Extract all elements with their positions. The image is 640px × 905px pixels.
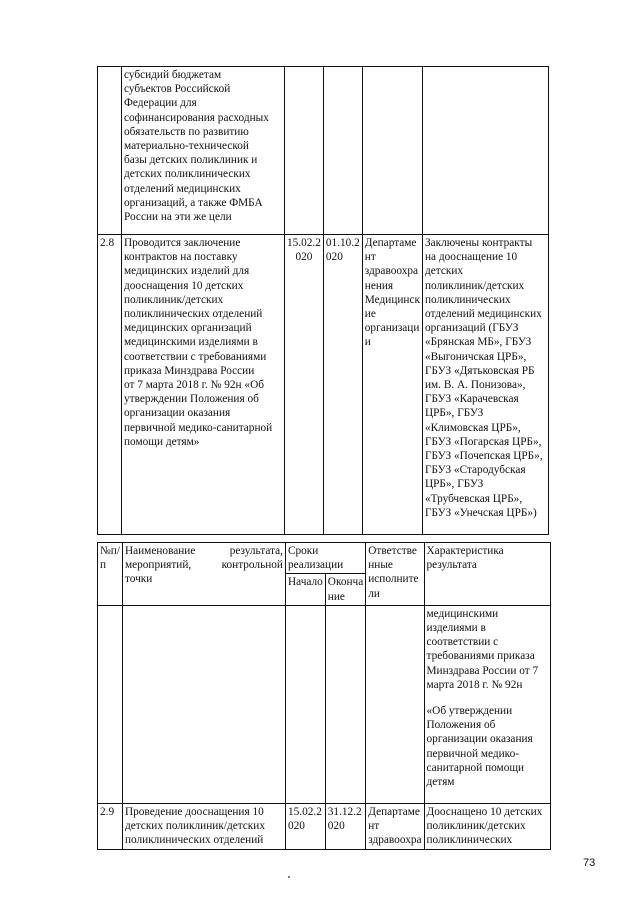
table-block-bottom — [97, 542, 551, 850]
header-responsible: Ответстве нные исполните ли — [366, 543, 424, 606]
header-result: Характеристика результата — [424, 543, 550, 606]
table-row — [98, 67, 549, 235]
scan-speck — [288, 876, 290, 878]
table-row — [98, 605, 551, 803]
row-number: 2.9 — [98, 803, 123, 849]
result: Дооснащено 10 детских поликлиник/детских поликлинических — [424, 803, 550, 849]
responsible: Департаме нт здравоохра — [366, 803, 424, 849]
end-date — [325, 605, 365, 803]
start-date — [285, 67, 324, 235]
table-header-row — [98, 543, 551, 574]
result — [422, 67, 548, 235]
table-row — [98, 235, 549, 535]
responsible — [366, 605, 424, 803]
start-date: 15.02.2 020 — [285, 803, 325, 849]
row-number — [98, 67, 122, 235]
end-date — [323, 67, 362, 235]
header-terms: Сроки реализации — [285, 543, 365, 574]
activity-name — [122, 605, 285, 803]
header-end: Оконча ние — [325, 574, 365, 605]
start-date — [285, 605, 325, 803]
responsible — [362, 67, 422, 235]
activities-table-bottom — [97, 542, 551, 850]
activities-table-top — [97, 66, 549, 535]
header-num: №п/п — [98, 543, 123, 606]
activity-name: Проводится заключение контрактов на поставку медицинских изделий для дооснащения 10 детских поликлиник/детских поликлинических отделений медицинских организаций медицинскими изделиями в соответствии с требованиями приказа Минздрава России от 7 марта 2018 г. № 92н «Об утверждении Положения об организации оказания первичной медико-санитарной помощи детям» — [122, 235, 285, 535]
header-name: Наименование результата, мероприятий, контрольной точки — [122, 543, 285, 606]
activity-name: Проведение дооснащения 10 детских поликлиник/детских поликлинических отделений — [122, 803, 285, 849]
activity-name: субсидий бюджетам субъектов Российской Федерации для софинансирования расходных обязательств по развитию материально-технической базы детских поликлиник и детских поликлинических отделений медицинских организаций, а также ФМБА России на эти же цели — [122, 67, 285, 235]
row-number — [98, 605, 123, 803]
table-block-top — [97, 66, 549, 535]
row-number: 2.8 — [98, 235, 122, 535]
end-date: 01.10.2 020 — [323, 235, 362, 535]
responsible: Департаме нт здравоохра нения Медицинск ие организаци и — [362, 235, 422, 535]
result: Заключены контракты на дооснащение 10 детских поликлиник/детских поликлинических отделений медицинских организаций (ГБУЗ «Брянская МБ», ГБУЗ «Выгоничская ЦРБ», ГБУЗ «Дятьковская РБ им. В. А. Понизова», ГБУЗ «Карачевская ЦРБ», ГБУЗ «Климовская ЦРБ», ГБУЗ «Погарская ЦРБ», ГБУЗ «Почепская ЦРБ», ГБУЗ «Стародубская ЦРБ», ГБУЗ «Трубчевская ЦРБ», ГБУЗ «Унечская ЦРБ») — [422, 235, 548, 535]
end-date: 31.12.2 020 — [325, 803, 365, 849]
header-start: Начало — [285, 574, 325, 605]
start-date: 15.02.2 020 — [285, 235, 324, 535]
page-number: 73 — [583, 857, 596, 869]
table-row — [98, 803, 551, 849]
result: медицинскими изделиями в соответствии с требованиями приказа Минздрава России от 7 марта 2018 г. № 92н «Об утверждении Положения об организации оказания первичной медико- санитарной помощи детям — [424, 605, 550, 803]
